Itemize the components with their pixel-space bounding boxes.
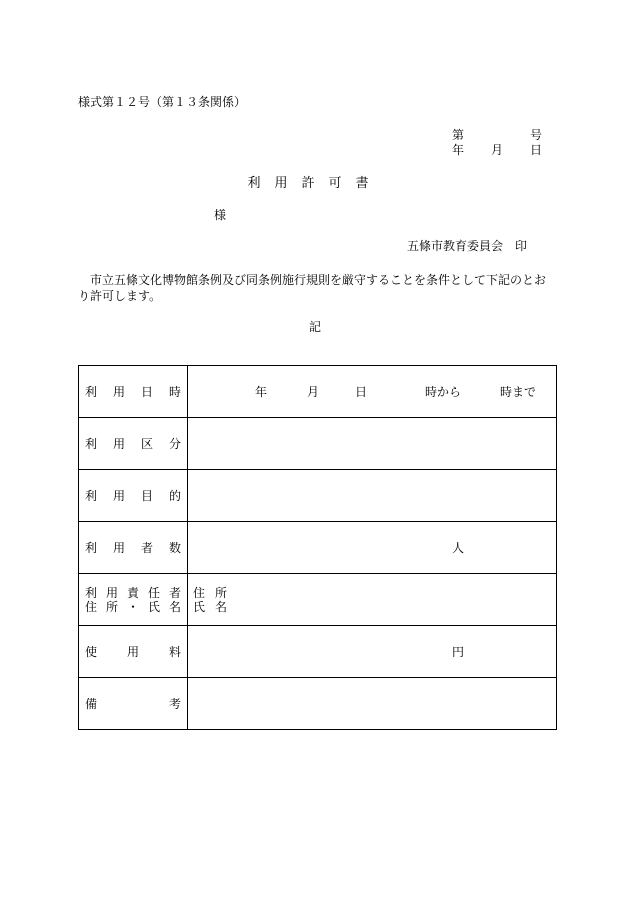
table-row-date xyxy=(79,366,557,418)
table-row-category xyxy=(79,418,557,470)
permit-table xyxy=(78,365,557,730)
table-row-count xyxy=(79,522,557,574)
addressee-honorific: 様 xyxy=(214,208,227,222)
table-row-remarks xyxy=(79,678,557,730)
ki-heading: 記 xyxy=(308,320,321,334)
address-field[interactable]: 住 所 xyxy=(193,585,228,600)
value-user-count[interactable] xyxy=(188,522,557,574)
doc-date-year: 年 xyxy=(452,143,465,157)
table-row-fee xyxy=(79,626,557,678)
unit-persons: 人 xyxy=(452,541,465,555)
name-field[interactable]: 氏 名 xyxy=(193,599,228,614)
unit-to-hour: 時まで xyxy=(500,385,537,399)
label-user-count: 利 用 者 数 xyxy=(79,522,188,574)
label-usage-category: 利 用 区 分 xyxy=(79,418,188,470)
permission-statement: 市立五條文化博物館条例及び同条例施行規則を厳守することを条件として下記のとおり許可します。 xyxy=(78,273,547,303)
doc-number-prefix: 第 xyxy=(452,128,465,142)
label-remarks: 備 考 xyxy=(79,678,188,730)
value-usage-datetime[interactable] xyxy=(188,366,557,418)
value-usage-category[interactable] xyxy=(188,418,557,470)
value-usage-fee[interactable] xyxy=(188,626,557,678)
unit-yen: 円 xyxy=(452,645,465,659)
doc-date-day: 日 xyxy=(529,143,542,157)
label-usage-purpose: 利 用 目 的 xyxy=(79,470,188,522)
doc-number-suffix: 号 xyxy=(529,128,542,142)
label-usage-fee: 使 用 料 xyxy=(79,626,188,678)
unit-day: 日 xyxy=(355,385,368,399)
document-title: 利用許可書 xyxy=(247,176,383,191)
label-responsible-person: 利 用 責 任 者 住 所 ・ 氏 名 xyxy=(79,574,188,626)
unit-month: 月 xyxy=(307,385,320,399)
document-number-block xyxy=(452,129,542,159)
value-usage-purpose[interactable] xyxy=(188,470,557,522)
unit-from-hour: 時から xyxy=(425,385,462,399)
unit-year: 年 xyxy=(255,385,268,399)
doc-date-month: 月 xyxy=(490,143,503,157)
issuer-seal: 五條市教育委員会 印 xyxy=(407,239,528,253)
document-number-row xyxy=(452,129,542,144)
value-responsible-person[interactable] xyxy=(188,574,557,626)
value-remarks[interactable] xyxy=(188,678,557,730)
table-row-responsible xyxy=(79,574,557,626)
table-row-purpose xyxy=(79,470,557,522)
document-date-row xyxy=(452,144,542,159)
form-number: 様式第１２号（第１３条関係） xyxy=(78,95,247,109)
label-usage-datetime: 利 用 日 時 xyxy=(79,366,188,418)
